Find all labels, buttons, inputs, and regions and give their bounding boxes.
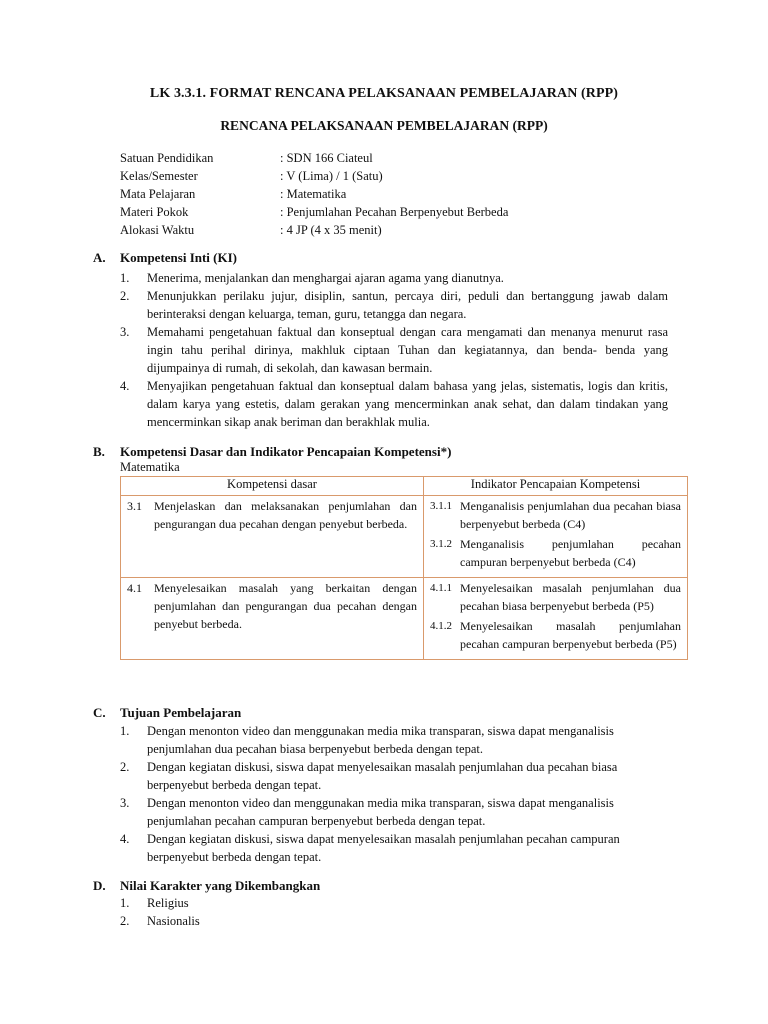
- item-text: Dengan kegiatan diskusi, siswa dapat menyelesaikan masalah penjumlahan dua pecahan biasa berpenyebut berbeda dengan tepat.: [147, 760, 618, 792]
- list-item: [120, 722, 675, 758]
- identity-value: : Penjumlahan Pecahan Berpenyebut Berbeda: [280, 205, 509, 219]
- indicator-code: 4.1.1: [430, 582, 452, 594]
- identity-label: Alokasi Waktu: [120, 223, 195, 237]
- table-header-row: [121, 477, 688, 496]
- list-item: [120, 287, 668, 323]
- main-title: LK 3.3.1. FORMAT RENCANA PELAKSANAAN PEMBELAJARAN (RPP): [149, 86, 619, 101]
- column-header-kd: Kompetensi dasar: [121, 477, 424, 496]
- item-text: Nasionalis: [147, 914, 200, 928]
- section-letter: C.: [93, 705, 106, 720]
- sub-title: RENCANA PELAKSANAAN PEMBELAJARAN (RPP): [220, 118, 548, 133]
- table-row: [121, 578, 688, 660]
- item-number: 2.: [120, 289, 130, 303]
- indicator-item: [430, 579, 681, 615]
- identity-row: [120, 167, 680, 185]
- kompetensi-inti-list: [120, 269, 668, 431]
- section-title: Kompetensi Dasar dan Indikator Pencapaian Kompetensi*): [120, 444, 452, 459]
- section-title: Tujuan Pembelajaran: [120, 705, 242, 720]
- section-d-heading: [93, 878, 320, 894]
- subject-label: Matematika: [120, 460, 180, 474]
- column-header-indicator: Indikator Pencapaian Kompetensi: [424, 477, 688, 496]
- item-text: Dengan menonton video dan menggunakan media mika transparan, siswa dapat menganalisis penjumlahan dua pecahan biasa berpenyebut berbeda dengan tepat.: [147, 724, 614, 756]
- list-item: [120, 758, 675, 794]
- list-item: [120, 323, 668, 377]
- section-letter: A.: [93, 250, 106, 265]
- identity-block: [120, 149, 680, 239]
- identity-value: : V (Lima) / 1 (Satu): [280, 169, 383, 183]
- identity-value: : Matematika: [280, 187, 347, 201]
- kd-text: Menjelaskan dan melaksanakan penjumlahan dan pengurangan dua pecahan dengan penyebut berbeda.: [154, 499, 417, 531]
- indicator-code: 3.1.2: [430, 538, 452, 550]
- item-text: Menerima, menjalankan dan menghargai ajaran agama yang dianutnya.: [147, 271, 504, 285]
- list-item: [120, 912, 668, 930]
- item-number: 4.: [120, 832, 130, 846]
- nilai-karakter-list: [120, 894, 668, 930]
- item-text: Memahami pengetahuan faktual dan konseptual dengan cara mengamati dan menanya menurut rasa ingin tahu perihal dirinya, makhluk ciptaan Tuhan dan kegiatannya, dan benda- benda yang dijumpainya di rumah, di sekolah, dan kawasan bermain.: [147, 325, 668, 375]
- kd-cell: [121, 578, 424, 660]
- item-number: 3.: [120, 325, 130, 339]
- indicator-code: 3.1.1: [430, 500, 452, 512]
- section-letter: B.: [93, 444, 105, 459]
- indicator-cell: [424, 578, 688, 660]
- identity-row: [120, 203, 680, 221]
- list-item: [120, 377, 668, 431]
- list-item: [120, 269, 668, 287]
- section-letter: D.: [93, 878, 106, 893]
- item-text: Menunjukkan perilaku jujur, disiplin, santun, percaya diri, peduli dan bertanggung jawab dalam berinteraksi dengan keluarga, teman, guru, tetangga dan negara.: [147, 289, 668, 321]
- indicator-item: [430, 497, 681, 533]
- item-text: Menyajikan pengetahuan faktual dan konseptual dalam bahasa yang jelas, sistematis, logis dan kritis, dalam karya yang estetis, dalam gerakan yang mencerminkan anak sehat, dan dalam tindakan yang mencerminkan sikap anak beriman dan berakhlak mulia.: [147, 379, 668, 429]
- indicator-item: [430, 617, 681, 653]
- identity-label: Kelas/Semester: [120, 169, 198, 183]
- identity-row: [120, 149, 680, 167]
- kd-code: 4.1: [127, 581, 142, 595]
- identity-value: : 4 JP (4 x 35 menit): [280, 223, 382, 237]
- identity-row: [120, 221, 680, 239]
- item-text: Religius: [147, 896, 189, 910]
- indicator-text: Menganalisis penjumlahan dua pecahan biasa berpenyebut berbeda (C4): [460, 499, 681, 531]
- indicator-item: [430, 535, 681, 571]
- kd-cell: [121, 496, 424, 578]
- competency-table: [120, 476, 688, 660]
- tujuan-list: [120, 722, 675, 866]
- indicator-cell: [424, 496, 688, 578]
- list-item: [120, 894, 668, 912]
- indicator-text: Menyelesaikan masalah penjumlahan dua pecahan biasa berpenyebut berbeda (P5): [460, 581, 681, 613]
- list-item: [120, 830, 675, 866]
- section-title: Kompetensi Inti (KI): [120, 250, 237, 265]
- item-number: 4.: [120, 379, 130, 393]
- indicator-text: Menganalisis penjumlahan pecahan campuran berpenyebut berbeda (C4): [460, 537, 681, 569]
- section-b-heading: [93, 444, 451, 460]
- indicator-code: 4.1.2: [430, 620, 452, 632]
- section-c-heading: [93, 705, 241, 721]
- item-number: 2.: [120, 760, 130, 774]
- kd-text: Menyelesaikan masalah yang berkaitan dengan penjumlahan dan pengurangan dua pecahan dengan penyebut berbeda.: [154, 581, 417, 631]
- identity-row: [120, 185, 680, 203]
- section-a-heading: [93, 250, 237, 266]
- item-text: Dengan menonton video dan menggunakan media mika transparan, siswa dapat menganalisis penjumlahan pecahan campuran berpenyebut berbeda dengan tepat.: [147, 796, 614, 828]
- item-number: 2.: [120, 914, 130, 928]
- list-item: [120, 794, 675, 830]
- identity-label: Mata Pelajaran: [120, 187, 196, 201]
- indicator-text: Menyelesaikan masalah penjumlahan pecahan campuran berpenyebut berbeda (P5): [460, 619, 681, 651]
- kd-code: 3.1: [127, 499, 142, 513]
- identity-label: Materi Pokok: [120, 205, 189, 219]
- item-number: 1.: [120, 271, 130, 285]
- identity-label: Satuan Pendidikan: [120, 151, 214, 165]
- item-number: 1.: [120, 724, 130, 738]
- item-text: Dengan kegiatan diskusi, siswa dapat menyelesaikan masalah penjumlahan pecahan campuran berpenyebut berbeda dengan tepat.: [147, 832, 620, 864]
- item-number: 3.: [120, 796, 130, 810]
- identity-value: : SDN 166 Ciateul: [280, 151, 373, 165]
- table-row: [121, 496, 688, 578]
- section-title: Nilai Karakter yang Dikembangkan: [120, 878, 321, 893]
- item-number: 1.: [120, 896, 130, 910]
